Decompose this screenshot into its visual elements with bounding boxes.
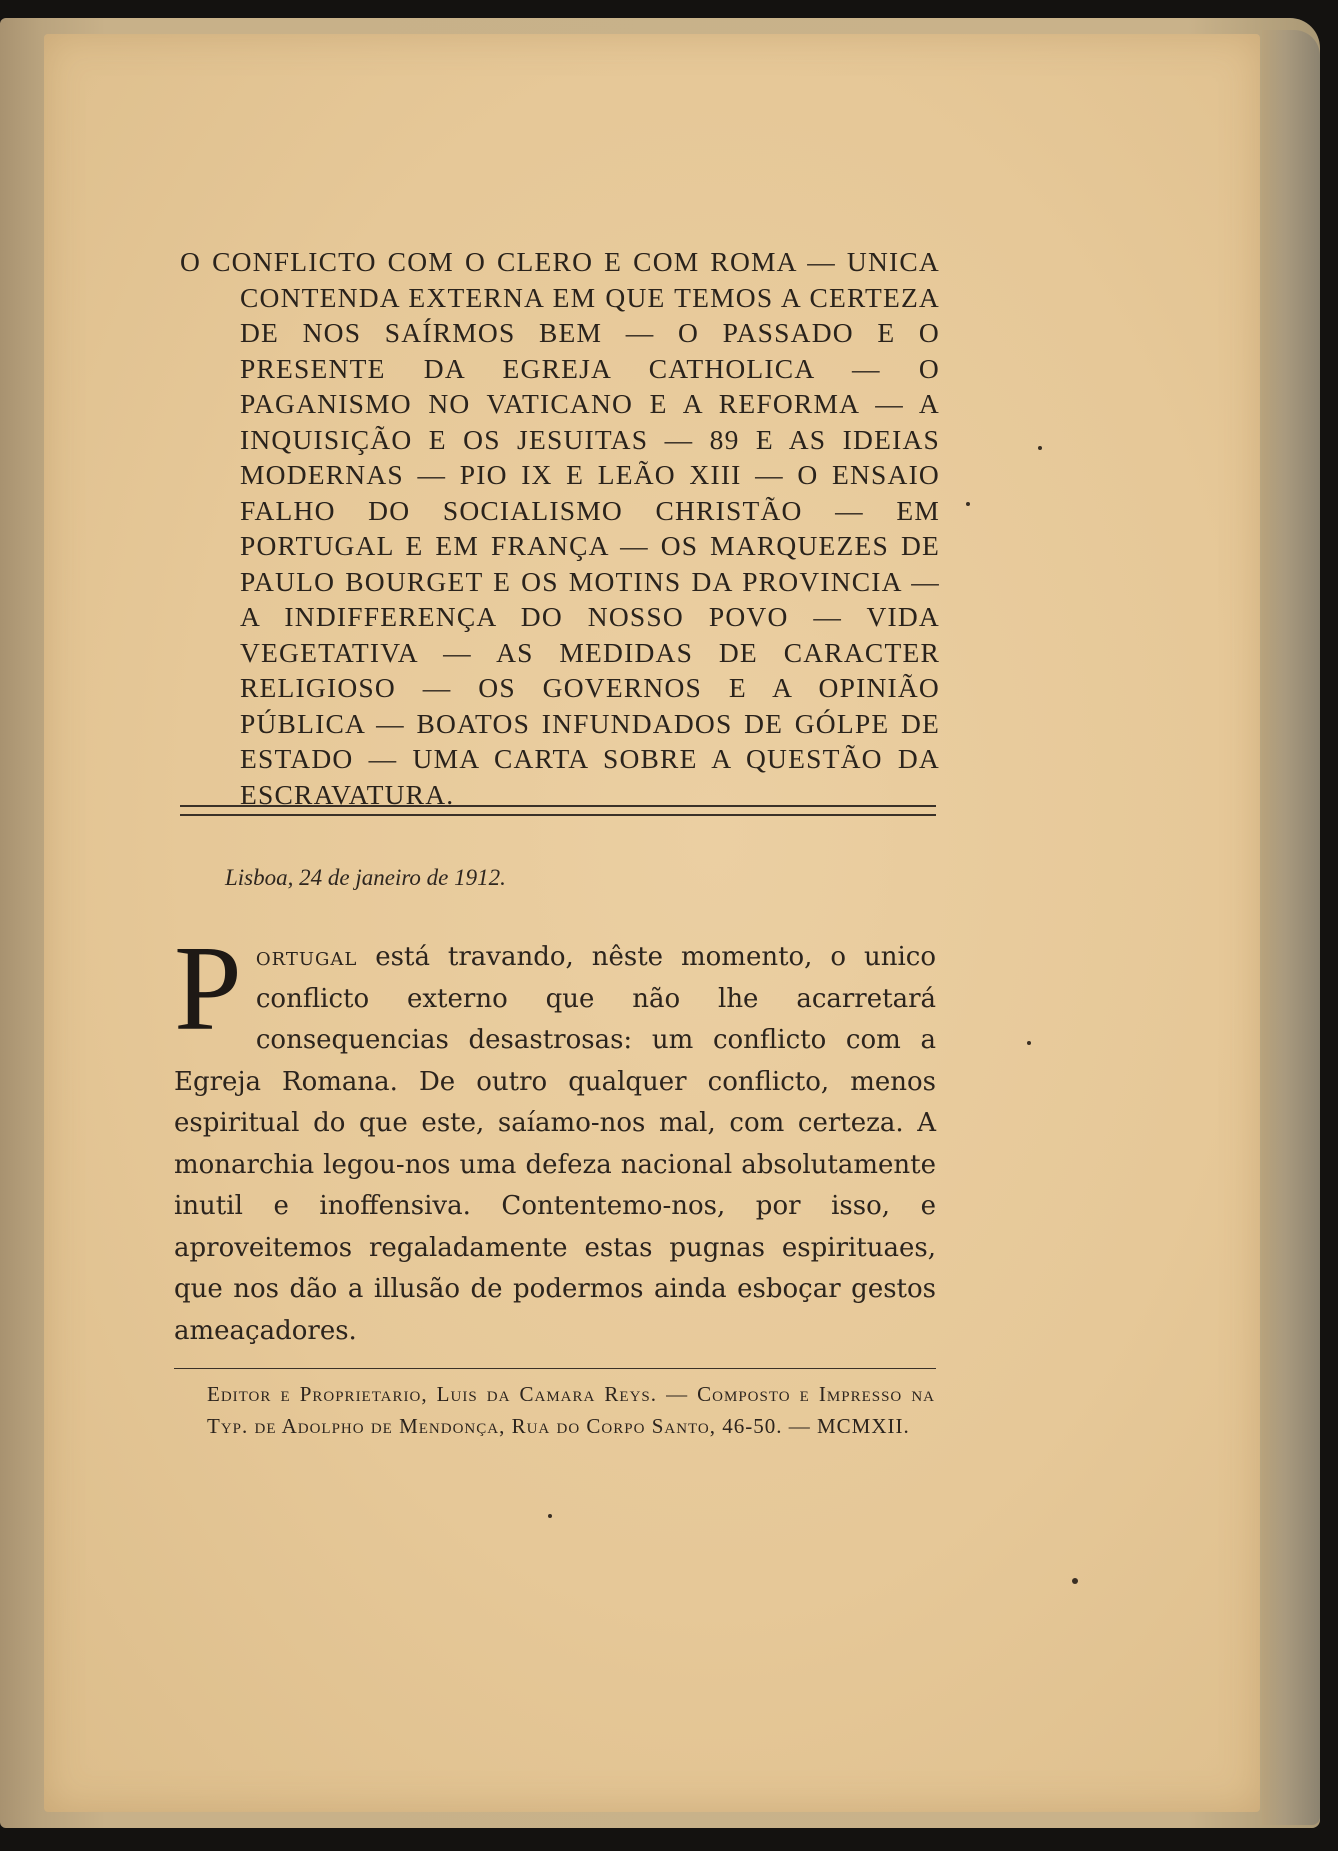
body-paragraph xyxy=(174,921,936,1352)
printer-imprint xyxy=(207,1378,935,1442)
dateline: Lisboa, 24 de janeiro de 1912. xyxy=(225,865,506,890)
paper-speck xyxy=(966,502,970,506)
body-text: está travando, nêste momento, o unico conflicto externo que não lhe acarretará consequencias desastrosas: um conflicto com a Egreja Romana. De outro qualquer conflicto, menos espiritual do que este, saíamo-nos mal, com certeza. A monarchia legou-nos uma defeza nacional absolutamente inutil e inoffensiva. Contentemo-nos, por isso, e aproveitemos regaladamente estas pugnas espirituaes, que nos dão a illusão de podermos ainda esboçar gestos ameaçadores. xyxy=(174,942,936,1346)
chapter-summary xyxy=(180,244,940,812)
paper-speck xyxy=(1038,446,1042,450)
imprint-text: Editor e Proprietario, Luis da Camara Reys. — Composto e Impresso na Typ. de Adolpho de Mendonça, Rua do Corpo Santo, 46-50. — MCMXII. xyxy=(207,1382,935,1438)
paper-speck xyxy=(1072,1578,1078,1584)
lead-word-smallcaps: ortugal xyxy=(255,942,358,972)
double-rule-divider xyxy=(180,805,936,816)
chapter-summary-text: O CONFLICTO COM O CLERO E COM ROMA — UNICA CONTENDA EXTERNA EM QUE TEMOS A CERTEZA DE NOS SAÍRMOS BEM — O PASSADO E O PRESENTE DA EGREJA CATHOLICA — O PAGANISMO NO VATICANO E A REFORMA — A INQUISIÇÃO E OS JESUITAS — 89 E AS IDEIAS MODERNAS — PIO IX E LEÃO XIII — O ENSAIO FALHO DO SOCIALISMO CHRISTÃO — EM PORTUGAL E EM FRANÇA — OS MARQUEZES DE PAULO BOURGET E OS MOTINS DA PROVINCIA — A INDIFFERENÇA DO NOSSO POVO — VIDA VEGETATIVA — AS MEDIDAS DE CARACTER RELIGIOSO — OS GOVERNOS E A OPINIÃO PÚBLICA — BOATOS INFUNDADOS DE GÓLPE DE ESTADO — UMA CARTA SOBRE A QUESTÃO DA ESCRAVATURA. xyxy=(180,246,940,810)
drop-cap: P xyxy=(174,921,242,1056)
paper-speck xyxy=(548,1514,552,1518)
page-right-edge xyxy=(1262,30,1320,1825)
imprint-rule xyxy=(174,1368,936,1369)
paper-speck xyxy=(1027,1041,1031,1045)
